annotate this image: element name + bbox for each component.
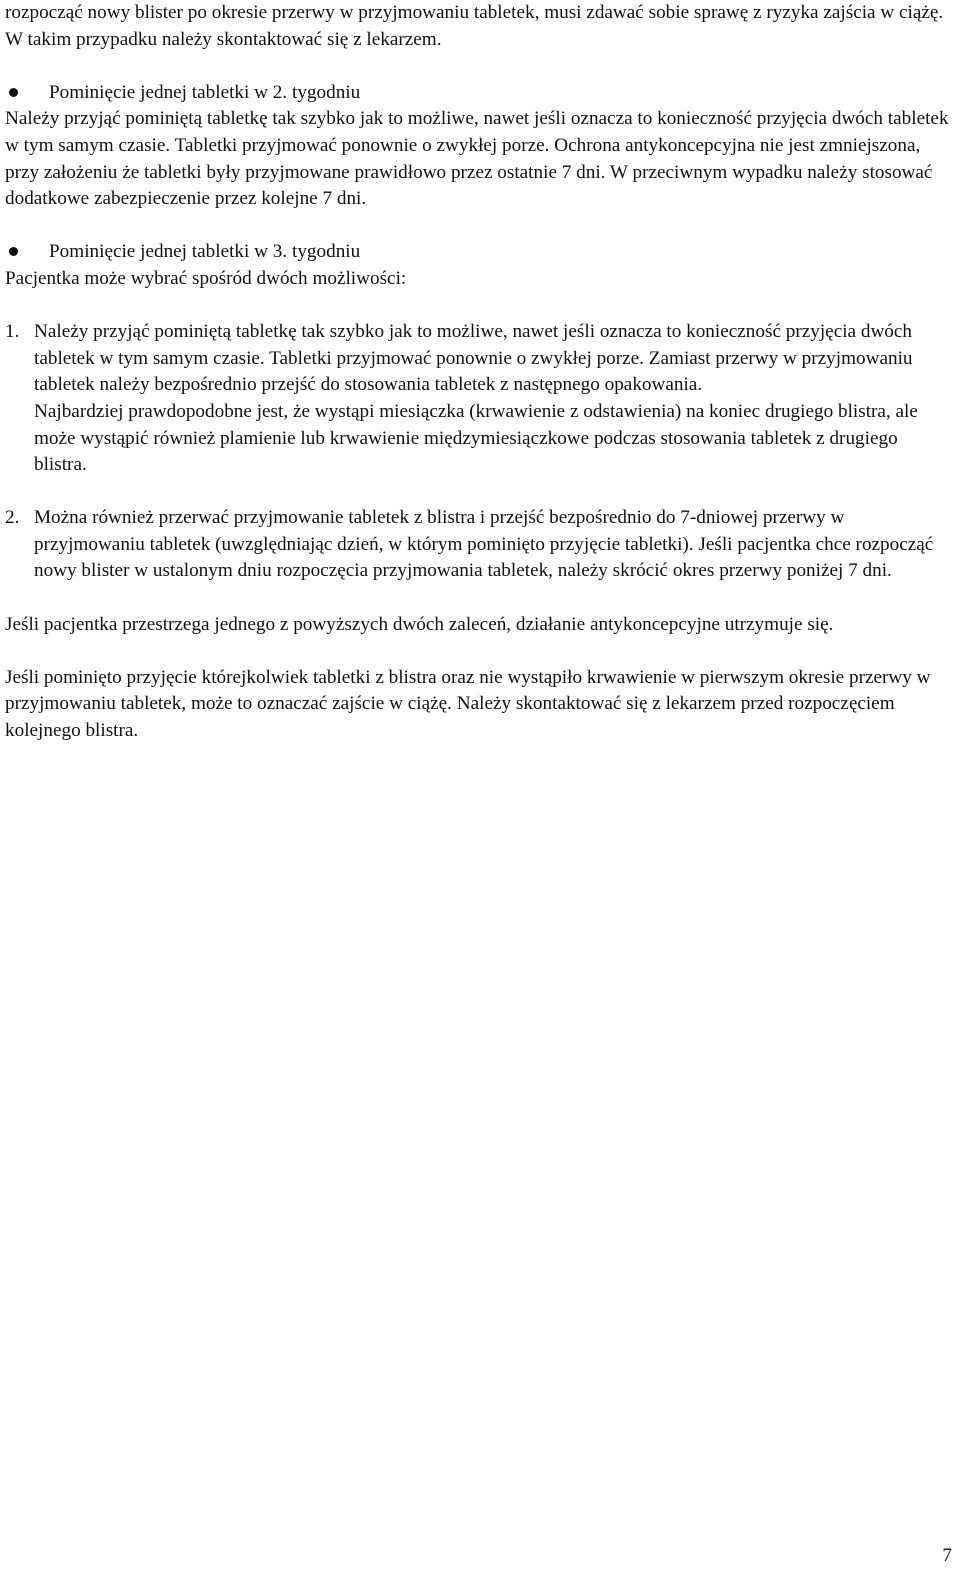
spacer	[5, 638, 955, 665]
spacer	[5, 213, 955, 240]
option-1-number: 1.	[5, 321, 20, 343]
week-2-paragraph: Należy przyjąć pominiętą tabletkę tak szybko jak to możliwe, nawet jeśli oznacza to konieczność przyjęcia dwóch tabletek w tym samym czasie. Tabletki przyjmować ponownie o zwykłej porze. Ochrona antykoncepcyjna nie jest zmniejszona, przy założeniu że tabletki były przyjmowane prawidłowo przez ostatnie 7 dni. W przeciwnym wypadku należy stosować dodatkowe zabezpieczenie przez kolejne 7 dni.	[5, 108, 949, 210]
followup-paragraph: Jeśli pacjentka przestrzega jednego z powyższych dwóch zaleceń, działanie antykoncepcyjne utrzymuje się.	[5, 613, 834, 635]
bullet-icon	[9, 88, 18, 97]
option-2-text: Można również przerwać przyjmowanie tabletek z blistra i przejść bezpośrednio do 7-dniowej przerwy w przyjmowaniu tabletek (uwzględniając dzień, w którym pominięto przyjęcie tabletki). Jeśli pacjentka chce rozpocząć nowy blister w ustalonym dniu rozpoczęcia przyjmowania tabletek, należy skrócić okres przerwy poniżej 7 dni.	[34, 507, 934, 582]
heading-text: Pominięcie jednej tabletki w 2. tygodniu	[49, 81, 361, 103]
option-1-item	[5, 319, 955, 479]
bullet-icon	[9, 247, 18, 256]
intro-paragraph: rozpocząć nowy blister po okresie przerwy w przyjmowaniu tabletek, musi zdawać sobie sprawę z ryzyka zajścia w ciążę. W takim przypadku należy skontaktować się z lekarzem.	[5, 2, 944, 50]
spacer	[5, 479, 955, 506]
option-2-item	[5, 505, 955, 585]
option-1-text-b: Najbardziej prawdopodobne jest, że wystąpi miesiączka (krwawienie z odstawienia) na koniec drugiego blistra, ale może wystąpić również plamienie lub krwawienie międzymiesiączkowe podczas stosowania tabletek z drugiego blistra.	[34, 400, 918, 476]
spacer	[5, 53, 955, 80]
bullet-heading-week-3	[5, 239, 955, 266]
week-3-paragraph: Pacjentka może wybrać spośród dwóch możliwości:	[5, 267, 407, 289]
page-number: 7	[942, 1545, 952, 1566]
final-paragraph: Jeśli pominięto przyjęcie którejkolwiek tabletki z blistra oraz nie wystąpiło krwawienie w pierwszym okresie przerwy w przyjmowaniu tabletek, może to oznaczać zajście w ciążę. Należy skontaktować się z lekarzem przed rozpoczęciem kolejnego blistra.	[5, 666, 931, 742]
option-1-text-a: Należy przyjąć pominiętą tabletkę tak szybko jak to możliwe, nawet jeśli oznacza to konieczność przyjęcia dwóch tabletek w tym samym czasie. Tabletki przyjmować ponownie o zwykłej porze. Zamiast przerwy w przyjmowaniu tabletek należy bezpośrednio przejść do stosowania tabletek z następnego opakowania.	[34, 321, 913, 396]
spacer	[5, 585, 955, 612]
heading-text: Pominięcie jednej tabletki w 3. tygodniu	[49, 241, 361, 263]
spacer	[5, 293, 955, 320]
option-2-number: 2.	[5, 507, 20, 529]
document-body	[5, 0, 955, 745]
bullet-heading-week-2	[5, 80, 955, 107]
